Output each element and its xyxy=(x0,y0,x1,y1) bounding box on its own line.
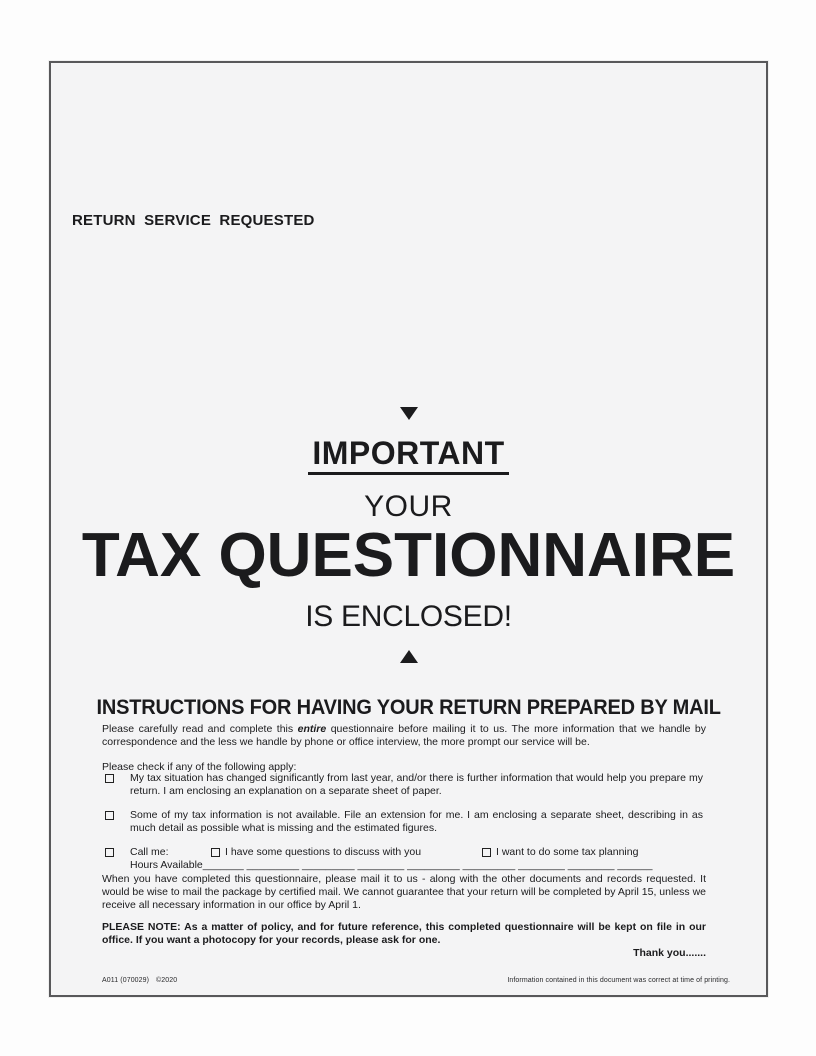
checkbox-tax-planning[interactable] xyxy=(482,848,491,857)
banner-bottom-marker xyxy=(51,650,766,667)
checklist-item-label: My tax situation has changed significantly from last year, and/or there is further information that would help you prepare my return. I am enclosing an explanation on a separate sheet of paper. xyxy=(130,772,703,797)
copyright-text: ©2020 xyxy=(156,977,178,984)
thank-you-text: Thank you....... xyxy=(633,947,706,959)
hours-available-blank[interactable]: _______ _________ _________ ________ _________ _________ ________ ________ ______ xyxy=(202,859,653,871)
instructions-heading: INSTRUCTIONS FOR HAVING YOUR RETURN PREPARED BY MAIL xyxy=(96,695,721,719)
footer-disclaimer: Information contained in this document was correct at time of printing. xyxy=(507,977,730,984)
checklist-item-label: Some of my tax information is not available. File an extension for me. I am enclosing a separate sheet, describing in as much detail as possible what is missing and the estimated figures. xyxy=(130,809,703,834)
banner-pre-title: YOUR xyxy=(364,490,453,523)
check-prompt: Please check if any of the following apply: xyxy=(102,761,297,773)
document-page xyxy=(49,61,768,997)
form-code: A011 (070029) xyxy=(102,977,150,984)
checklist-item xyxy=(51,772,766,802)
mailing-instructions-paragraph: When you have completed this questionnaire, please mail it to us - along with the other documents and records requested. It would be wise to mail the package by certified mail. We cannot guarantee that your return will be completed by April 15, unless we receive all necessary information in our office by April 1. xyxy=(102,873,706,911)
policy-note-paragraph: PLEASE NOTE: As a matter of policy, and for future reference, this completed questionnaire will be kept on file in our office. If you want a photocopy for your records, please ask for one. xyxy=(102,921,706,946)
hours-available-label: Hours Available xyxy=(130,859,203,871)
banner-eyebrow-line xyxy=(51,437,766,475)
page-title: TAX QUESTIONNAIRE xyxy=(81,521,736,590)
instructions-heading-line xyxy=(51,697,766,719)
checklist-item xyxy=(51,809,766,839)
call-option-label: Call me: xyxy=(130,846,169,858)
checkbox-call-me[interactable] xyxy=(105,848,114,857)
banner-top-marker xyxy=(51,407,766,424)
call-option-label: I have some questions to discuss with you xyxy=(225,846,422,858)
call-option-label: I want to do some tax planning xyxy=(496,846,639,858)
up-triangle-icon xyxy=(400,650,418,663)
intro-text-after: questionnaire before mailing it to us. The more information that we handle by correspondence and the less we handle by phone or office interview, the more prompt our service will be. xyxy=(102,723,707,748)
banner-post-title: IS ENCLOSED! xyxy=(305,600,512,633)
return-service-notice: RETURN SERVICE REQUESTED xyxy=(72,212,315,229)
intro-text-emphasis: entire xyxy=(297,723,327,735)
intro-text-before: Please carefully read and complete this xyxy=(102,723,298,735)
checkbox-tax-situation-changed[interactable] xyxy=(105,774,114,783)
checkbox-questions-to-discuss[interactable] xyxy=(211,848,220,857)
checkbox-info-not-available[interactable] xyxy=(105,811,114,820)
hours-available-row xyxy=(130,859,652,872)
intro-paragraph xyxy=(102,723,706,749)
important-headline: IMPORTANT xyxy=(308,437,508,475)
down-triangle-icon xyxy=(400,407,418,420)
